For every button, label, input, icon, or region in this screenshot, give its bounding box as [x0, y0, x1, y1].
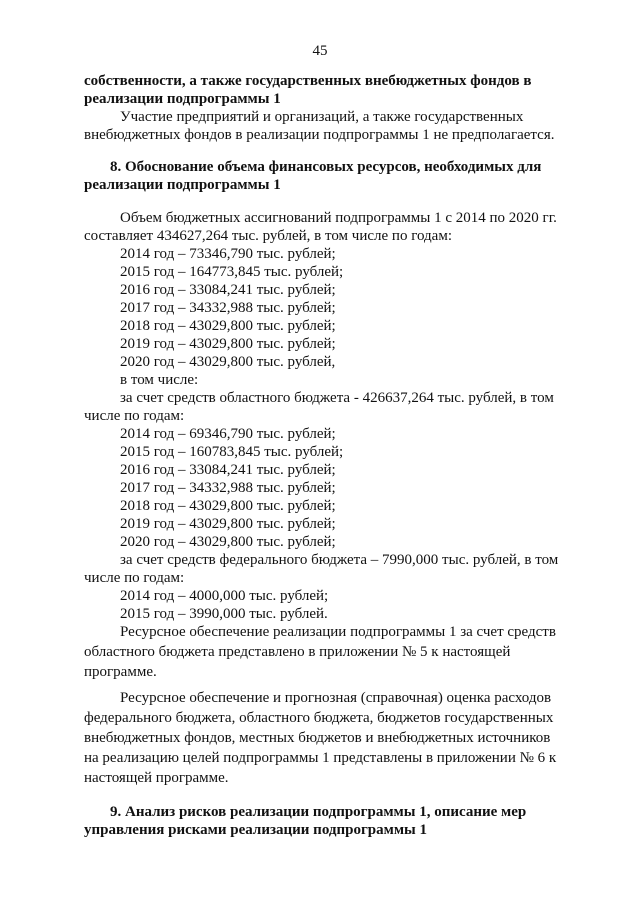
- forecast-paragraph-line-1: Ресурсное обеспечение и прогнозная (справочная) оценка расходов: [120, 690, 552, 706]
- including-label: в том числе:: [120, 372, 199, 388]
- resource-paragraph-line-1: Ресурсное обеспечение реализации подпрограммы 1 за счет средств: [120, 624, 556, 640]
- regional-year-2014: 2014 год – 69346,790 тыс. рублей;: [120, 426, 336, 442]
- forecast-paragraph-line-5: настоящей программе.: [84, 770, 229, 786]
- section-8-heading-line-2: реализации подпрограммы 1: [84, 177, 281, 193]
- continued-heading-line-1: собственности, а также государственных внебюджетных фондов в: [84, 73, 532, 89]
- regional-year-2018: 2018 год – 43029,800 тыс. рублей;: [120, 498, 336, 514]
- forecast-paragraph-line-4: на реализацию целей подпрограммы 1 представлены в приложении № 6 к: [84, 750, 557, 766]
- page-number: 45: [312, 43, 328, 59]
- regional-intro-line-2: числе по годам:: [84, 408, 185, 424]
- total-year-2014: 2014 год – 73346,790 тыс. рублей;: [120, 246, 336, 262]
- total-year-2019: 2019 год – 43029,800 тыс. рублей;: [120, 336, 336, 352]
- section-9-heading-line-2: управления рисками реализации подпрограммы 1: [84, 822, 428, 838]
- participation-paragraph-line-1: Участие предприятий и организаций, а также государственных: [120, 109, 524, 125]
- regional-intro-line-1: за счет средств областного бюджета - 426637,264 тыс. рублей, в том: [120, 390, 554, 406]
- total-year-2017: 2017 год – 34332,988 тыс. рублей;: [120, 300, 336, 316]
- regional-year-2020: 2020 год – 43029,800 тыс. рублей;: [120, 534, 336, 550]
- total-year-2020: 2020 год – 43029,800 тыс. рублей,: [120, 354, 336, 370]
- federal-year-2014: 2014 год – 4000,000 тыс. рублей;: [120, 588, 329, 604]
- regional-year-2019: 2019 год – 43029,800 тыс. рублей;: [120, 516, 336, 532]
- forecast-paragraph-line-2: федерального бюджета, областного бюджета, бюджетов государственных: [84, 710, 554, 726]
- resource-paragraph-line-3: программе.: [84, 664, 157, 680]
- resource-paragraph-line-2: областного бюджета представлено в приложении № 5 к настоящей: [84, 644, 511, 660]
- budget-intro-line-2: составляет 434627,264 тыс. рублей, в том числе по годам:: [84, 228, 452, 244]
- total-year-2016: 2016 год – 33084,241 тыс. рублей;: [120, 282, 336, 298]
- regional-year-2017: 2017 год – 34332,988 тыс. рублей;: [120, 480, 336, 496]
- participation-paragraph-line-2: внебюджетных фондов в реализации подпрограммы 1 не предполагается.: [84, 127, 555, 143]
- federal-intro-line-1: за счет средств федерального бюджета – 7990,000 тыс. рублей, в том: [120, 552, 559, 568]
- section-8-heading-line-1: 8. Обоснование объема финансовых ресурсов, необходимых для: [110, 159, 542, 175]
- total-year-2015: 2015 год – 164773,845 тыс. рублей;: [120, 264, 344, 280]
- total-year-2018: 2018 год – 43029,800 тыс. рублей;: [120, 318, 336, 334]
- regional-year-2015: 2015 год – 160783,845 тыс. рублей;: [120, 444, 344, 460]
- budget-intro-line-1: Объем бюджетных ассигнований подпрограммы 1 с 2014 по 2020 гг.: [120, 210, 557, 226]
- forecast-paragraph-line-3: внебюджетных фондов, местных бюджетов и внебюджетных источников: [84, 730, 551, 746]
- regional-year-2016: 2016 год – 33084,241 тыс. рублей;: [120, 462, 336, 478]
- federal-intro-line-2: числе по годам:: [84, 570, 185, 586]
- continued-heading-line-2: реализации подпрограммы 1: [84, 91, 281, 107]
- federal-year-2015: 2015 год – 3990,000 тыс. рублей.: [120, 606, 328, 622]
- section-9-heading-line-1: 9. Анализ рисков реализации подпрограммы 1, описание мер: [110, 804, 527, 820]
